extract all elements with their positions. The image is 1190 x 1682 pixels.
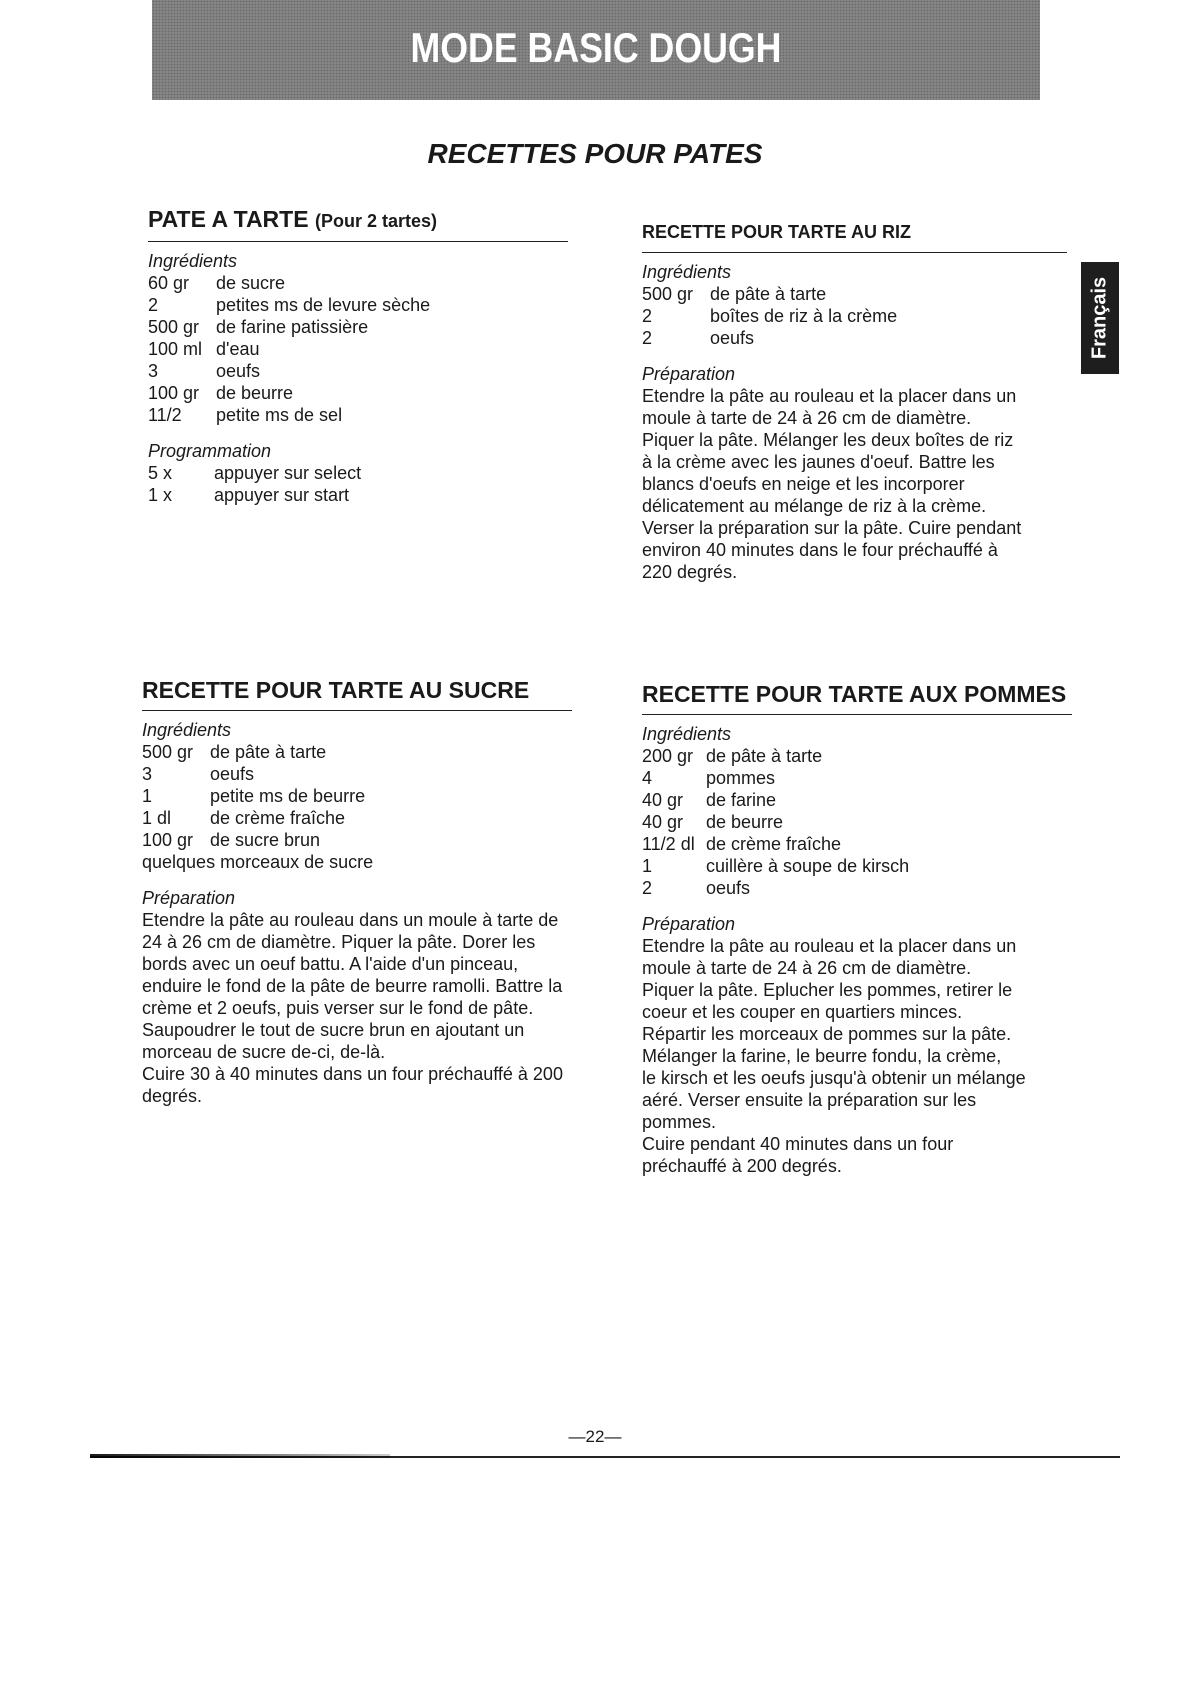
ingredient-text: de sucre xyxy=(216,273,286,293)
ingredients-label: Ingrédients xyxy=(148,251,238,271)
recipe-title xyxy=(148,205,568,242)
ingredients-list xyxy=(642,745,1072,899)
preparation-line: morceau de sucre de-ci, de-là. xyxy=(142,1042,386,1062)
ingredient-quantity: 40 gr xyxy=(642,812,684,832)
ingredient-text: oeufs xyxy=(210,764,255,784)
preparation-line: préchauffé à 200 degrés. xyxy=(642,1156,842,1176)
recipe-tarte-au-riz xyxy=(642,218,1067,583)
ingredient-quantity: 2 xyxy=(642,878,653,898)
list-item xyxy=(642,305,1067,327)
preparation-line: Mélanger la farine, le beurre fondu, la crème, xyxy=(642,1046,1002,1066)
preparation-line: moule à tarte de 24 à 26 cm de diamètre. xyxy=(642,408,972,428)
ingredient-quantity: 1 xyxy=(142,786,153,806)
ingredient-quantity: 100 gr xyxy=(142,830,194,850)
preparation-line: Cuire 30 à 40 minutes dans un four préchauffé à 200 xyxy=(142,1064,563,1084)
preparation-line: Cuire pendant 40 minutes dans un four xyxy=(642,1134,954,1154)
ingredient-quantity: 1 xyxy=(642,856,653,876)
list-item xyxy=(148,272,568,294)
ingredients-label: Ingrédients xyxy=(142,720,232,740)
preparation-line: blancs d'oeufs en neige et les incorporer xyxy=(642,474,965,494)
preparation-line: 24 à 26 cm de diamètre. Piquer la pâte. Dorer les xyxy=(142,932,536,952)
preparation-line: délicatement au mélange de riz à la crème. xyxy=(642,496,987,516)
recipe-pate-a-tarte xyxy=(148,205,568,506)
ingredient-text: de crème fraîche xyxy=(706,834,842,854)
list-item xyxy=(148,316,568,338)
preparation-line: crème et 2 oeufs, puis verser sur le fond de pâte. xyxy=(142,998,534,1018)
preparation-line: Répartir les morceaux de pommes sur la pâte. xyxy=(642,1024,1012,1044)
ingredient-text: petite ms de beurre xyxy=(210,786,366,806)
recipe-subtitle: (Pour 2 tartes) xyxy=(314,211,437,231)
preparation-line: aéré. Verser ensuite la préparation sur les xyxy=(642,1090,977,1110)
ingredient-text: de pâte à tarte xyxy=(710,284,827,304)
ingredients-list xyxy=(142,741,572,873)
list-item xyxy=(148,360,568,382)
ingredient-text: oeufs xyxy=(710,328,755,348)
preparation-text xyxy=(642,385,1067,583)
preparation-line: Piquer la pâte. Mélanger les deux boîtes de riz xyxy=(642,430,1014,450)
list-item xyxy=(642,877,1072,899)
ingredient-text: d'eau xyxy=(216,339,260,359)
list-item xyxy=(148,382,568,404)
preparation-line: Etendre la pâte au rouleau et la placer dans un xyxy=(642,936,1017,956)
ingredient-quantity: 40 gr xyxy=(642,790,684,810)
ingredient-quantity: 3 xyxy=(142,764,153,784)
step-text: appuyer sur select xyxy=(214,463,362,483)
ingredient-text: de pâte à tarte xyxy=(210,742,327,762)
recipe-tarte-aux-pommes xyxy=(642,680,1072,1177)
preparation-line: bords avec un oeuf battu. A l'aide d'un pinceau, xyxy=(142,954,519,974)
preparation-label: Préparation xyxy=(142,888,236,908)
preparation-line: Saupoudrer le tout de sucre brun en ajoutant un xyxy=(142,1020,525,1040)
programmation-list xyxy=(148,462,568,506)
list-item xyxy=(642,789,1072,811)
preparation-line: pommes. xyxy=(642,1112,717,1132)
list-item xyxy=(142,829,572,851)
ingredient-text: cuillère à soupe de kirsch xyxy=(706,856,910,876)
page-number: —22— xyxy=(568,1427,622,1446)
list-item xyxy=(142,807,572,829)
ingredient-text: de sucre brun xyxy=(210,830,321,850)
section-title: RECETTES POUR PATES xyxy=(427,138,763,169)
list-item xyxy=(148,404,568,426)
ingredient-text: de farine xyxy=(706,790,777,810)
recipe-title: RECETTE POUR TARTE AU RIZ xyxy=(642,218,1067,253)
ingredient-text: petites ms de levure sèche xyxy=(216,295,431,315)
preparation-line: le kirsch et les oeufs jusqu'à obtenir un mélange xyxy=(642,1068,1026,1088)
ingredients-label: Ingrédients xyxy=(642,724,732,744)
list-item xyxy=(642,283,1067,305)
preparation-label: Préparation xyxy=(642,364,736,384)
ingredient-quantity: 60 gr xyxy=(148,273,190,293)
step-text: appuyer sur start xyxy=(214,485,350,505)
preparation-line: Piquer la pâte. Eplucher les pommes, retirer le xyxy=(642,980,1013,1000)
ingredient-quantity: 100 ml xyxy=(148,339,203,359)
preparation-line: 220 degrés. xyxy=(642,562,738,582)
ingredient-quantity: 3 xyxy=(148,361,159,381)
list-item xyxy=(642,745,1072,767)
list-item xyxy=(142,763,572,785)
recipe-tarte-au-sucre xyxy=(142,676,572,1107)
banner-title: MODE BASIC DOUGH xyxy=(410,24,782,71)
list-item xyxy=(148,462,568,484)
ingredient-quantity: quelques morceaux de sucre xyxy=(142,852,374,872)
ingredient-text: pommes xyxy=(706,768,776,788)
footer-divider-accent xyxy=(90,1454,390,1458)
ingredient-quantity: 2 xyxy=(642,328,653,348)
list-item xyxy=(148,484,568,506)
ingredient-text: petite ms de sel xyxy=(216,405,343,425)
ingredients-list xyxy=(642,283,1067,349)
ingredient-text: oeufs xyxy=(706,878,751,898)
ingredient-quantity: 11/2 dl xyxy=(642,834,695,854)
ingredient-quantity: 2 xyxy=(642,306,653,326)
ingredient-text: de pâte à tarte xyxy=(706,746,823,766)
programmation-label: Programmation xyxy=(148,441,272,461)
language-tab-label: Français xyxy=(1088,276,1111,360)
list-item xyxy=(642,327,1067,349)
preparation-text xyxy=(642,935,1072,1177)
list-item xyxy=(642,833,1072,855)
list-item xyxy=(148,294,568,316)
step-count: 1 x xyxy=(148,485,173,505)
ingredients-label: Ingrédients xyxy=(642,262,732,282)
preparation-line: à la crème avec les jaunes d'oeuf. Battre les xyxy=(642,452,995,472)
language-tab xyxy=(1081,262,1119,374)
ingredient-text: boîtes de riz à la crème xyxy=(710,306,898,326)
preparation-line: enduire le fond de la pâte de beurre ramolli. Battre la xyxy=(142,976,563,996)
ingredient-text: de crème fraîche xyxy=(210,808,346,828)
ingredient-text: oeufs xyxy=(216,361,261,381)
list-item xyxy=(642,767,1072,789)
preparation-line: coeur et les couper en quartiers minces. xyxy=(642,1002,963,1022)
header-banner xyxy=(152,0,1040,100)
ingredient-text: de beurre xyxy=(216,383,294,403)
ingredient-quantity: 500 gr xyxy=(148,317,200,337)
preparation-line: Etendre la pâte au rouleau dans un moule à tarte de xyxy=(142,910,559,930)
ingredient-quantity: 11/2 xyxy=(148,405,182,425)
ingredient-quantity: 2 xyxy=(148,295,159,315)
recipe-title: RECETTE POUR TARTE AU SUCRE xyxy=(142,676,572,711)
ingredient-text: de farine patissière xyxy=(216,317,369,337)
ingredient-quantity: 200 gr xyxy=(642,746,694,766)
ingredient-quantity: 500 gr xyxy=(642,284,694,304)
list-item xyxy=(642,811,1072,833)
preparation-line: moule à tarte de 24 à 26 cm de diamètre. xyxy=(642,958,972,978)
ingredients-list xyxy=(148,272,568,426)
recipe-title-text: PATE A TARTE xyxy=(148,206,309,232)
ingredient-quantity: 100 gr xyxy=(148,383,200,403)
preparation-line: Etendre la pâte au rouleau et la placer dans un xyxy=(642,386,1017,406)
list-item xyxy=(142,785,572,807)
preparation-label: Préparation xyxy=(642,914,736,934)
preparation-line: environ 40 minutes dans le four préchauffé à xyxy=(642,540,998,560)
preparation-text xyxy=(142,909,572,1107)
list-item xyxy=(142,851,572,873)
ingredient-text: de beurre xyxy=(706,812,784,832)
list-item xyxy=(148,338,568,360)
ingredient-text xyxy=(373,851,572,873)
list-item xyxy=(142,741,572,763)
list-item xyxy=(642,855,1072,877)
recipe-title: RECETTE POUR TARTE AUX POMMES xyxy=(642,680,1072,715)
preparation-line: degrés. xyxy=(142,1086,203,1106)
ingredient-quantity: 4 xyxy=(642,768,653,788)
ingredient-quantity: 500 gr xyxy=(142,742,194,762)
step-count: 5 x xyxy=(148,463,173,483)
preparation-line: Verser la préparation sur la pâte. Cuire pendant xyxy=(642,518,1022,538)
ingredient-quantity: 1 dl xyxy=(142,808,172,828)
